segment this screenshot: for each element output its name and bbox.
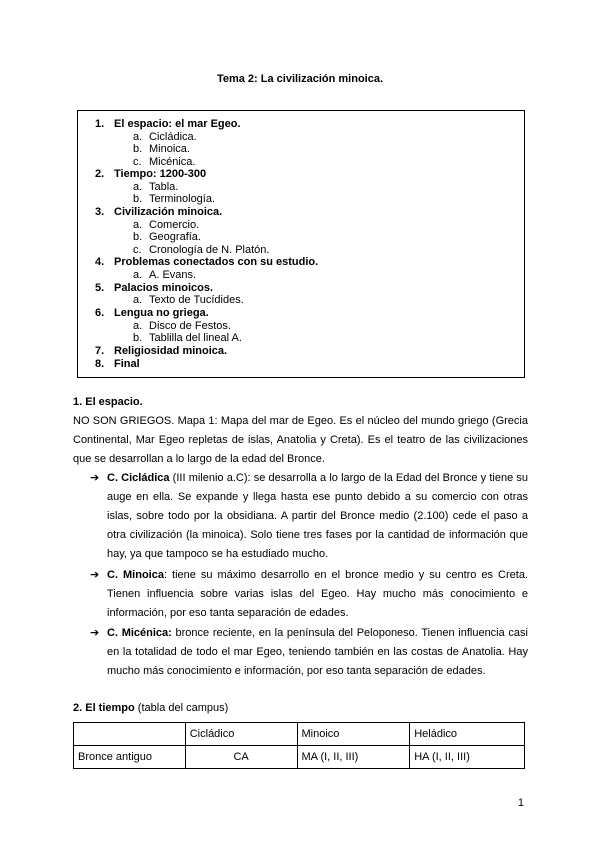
arrow-bullet-icon: ➔ <box>90 569 100 581</box>
toc-item: 1. El espacio: el mar Egeo. <box>95 118 241 130</box>
toc-subitem: a. Texto de Tucídides. <box>133 294 244 306</box>
toc-item: 8. Final <box>95 358 140 370</box>
table-cell: CA <box>185 746 297 769</box>
toc-item: 4. Problemas conectados con su estudio. <box>95 256 319 268</box>
table-header-row <box>74 723 525 746</box>
toc-item: 6. Lengua no griega. <box>95 307 209 319</box>
toc-subitem: a. Cicládica. <box>133 130 197 143</box>
toc-subitem: a. A. Evans. <box>133 268 197 281</box>
table-header-cell: Minoico <box>297 723 410 746</box>
toc-subitem: b. Geografía. <box>133 231 201 243</box>
arrow-bullet-icon: ➔ <box>90 627 100 639</box>
toc-subitem: b. Minoica. <box>133 143 190 155</box>
table-cell: HA (I, II, III) <box>410 746 525 769</box>
toc-item: 2. Tiempo: 1200-300 <box>95 168 207 180</box>
section-heading: 2. El tiempo (tabla del campus) <box>73 702 229 714</box>
table-row <box>74 746 525 769</box>
table-of-contents <box>77 110 525 378</box>
toc-subitem: a. Comercio. <box>133 218 200 231</box>
table-header-cell: Heládico <box>410 723 525 746</box>
bullet-item: ➔ C. Minoica: tiene su máximo desarrollo en el bronce medio y su centro es Creta. Tienen influencia sobre varias islas del Egeo. Hay mucho más conocimiento e información, por eso tanta separación de edades. <box>90 566 528 623</box>
toc-subitem: c. Cronología de N. Platón. <box>133 243 270 256</box>
table-cell: MA (I, II, III) <box>297 746 410 769</box>
toc-subitem: a. Tabla. <box>133 180 179 193</box>
toc-item: 3. Civilización minoica. <box>95 206 223 218</box>
toc-subitem: c. Micénica. <box>133 155 196 168</box>
toc-item: 7. Religiosidad minoica. <box>95 345 228 357</box>
arrow-bullet-icon: ➔ <box>90 472 100 484</box>
toc-subitem: b. Terminología. <box>133 193 216 205</box>
time-table <box>73 722 525 769</box>
toc-item: 5. Palacios minoicos. <box>95 281 214 294</box>
document-title: Tema 2: La civilización minoica. <box>216 73 384 85</box>
page-number: 1 <box>517 797 524 809</box>
section-paragraph: NO SON GRIEGOS. Mapa 1: Mapa del mar de Egeo. Es el núcleo del mundo griego (Grecia Continental, Mar Egeo repletas de islas, Anatolia y Creta). Es el teatro de las civilizaciones que se desarrollan a lo largo de la edad del Bronce. <box>73 415 528 465</box>
bullet-item: ➔ C. Micénica: bronce reciente, en la península del Peloponeso. Tienen influencia casi en la totalidad de todo el mar Egeo, teniendo también en las costas de Anatolia. Hay mucho más conocimiento e información, por eso tanta separación de edades. <box>90 624 528 681</box>
table-header-cell <box>74 723 186 746</box>
table-cell: Bronce antiguo <box>74 746 186 769</box>
toc-subitem: a. Disco de Festos. <box>133 319 231 332</box>
toc-subitem: b. Tablilla del lineal A. <box>133 332 242 344</box>
table-header-cell: Cicládico <box>185 723 297 746</box>
bullet-item: ➔ C. Cicládica (III milenio a.C): se desarrolla a lo largo de la Edad del Bronce y tiene su auge en ella. Se expande y llega hasta ese punto debido a su comercio con otras islas, sobre todo por la obsidiana. A partir del Bronce medio (2.100) cede el paso a otra civilización (la minoica). Solo tiene tres fases por la cantidad de información que hay, ya que tampoco se ha estudiado mucho. <box>90 469 528 564</box>
section-heading: 1. El espacio. <box>73 396 143 408</box>
